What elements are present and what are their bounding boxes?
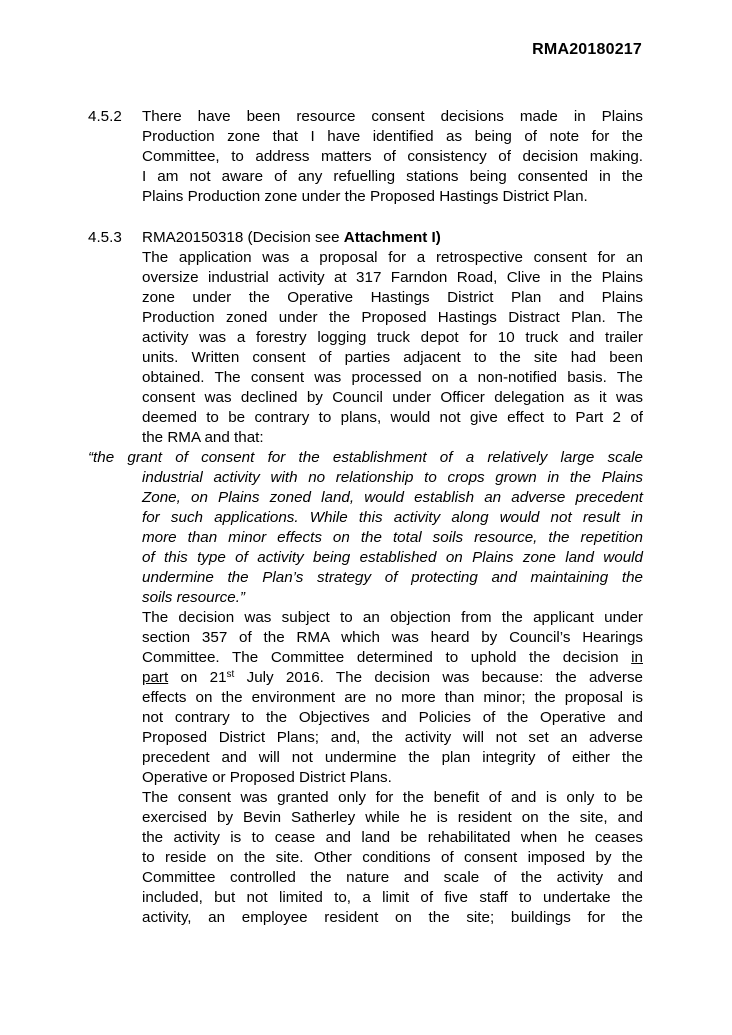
quote-line: of this type of activity being established on Plains zone land would (142, 549, 643, 566)
paragraph-line: included, but not limited to, a limit of five staff to undertake the (142, 889, 643, 906)
paragraph-line: activity, an employee resident on the site; buildings for the (142, 909, 643, 926)
paragraph-line: Proposed District Plans; and, the activity will not set an adverse (142, 729, 643, 746)
paragraph-line: Plains Production zone under the Proposed Hastings District Plan. (142, 188, 588, 205)
quote-line: soils resource.” (142, 589, 245, 606)
ordinal-suffix: st (226, 669, 235, 680)
quote-line: more than minor effects on the total soils resource, the repetition (142, 529, 643, 546)
paragraph-line (142, 648, 643, 668)
document-reference: RMA20180217 (532, 41, 642, 58)
paragraph-line: The application was a proposal for a retrospective consent for an (142, 249, 643, 266)
quote-line: for such applications. While this activity along would not result in (142, 509, 643, 526)
paragraph-line: the activity is to cease and land be rehabilitated when he ceases (142, 829, 643, 846)
paragraph-line: the RMA and that: (142, 429, 264, 446)
text: on 21 (168, 669, 227, 686)
paragraph-line: units. Written consent of parties adjacent to the site had been (142, 349, 643, 366)
underlined-text: in (631, 649, 643, 666)
section-heading (142, 228, 643, 248)
paragraph-line: exercised by Bevin Satherley while he is resident on the site, and (142, 809, 643, 826)
text: July 2016. The decision was because: the adverse (234, 669, 643, 686)
heading-text: RMA20150318 (Decision see (142, 229, 344, 246)
underlined-text: part (142, 669, 169, 686)
paragraph-line: activity was a forestry logging truck depot for 10 truck and trailer (142, 329, 643, 346)
paragraph-line: Production zoned under the Proposed Hastings Distract Plan. The (142, 309, 643, 326)
paragraph-line: Committee, to address matters of consistency of decision making. (142, 148, 643, 165)
paragraph-line: The decision was subject to an objection from the applicant under (142, 609, 643, 626)
quote-line: industrial activity with no relationship to crops grown in the Plains (142, 469, 643, 486)
paragraph-line: There have been resource consent decisions made in Plains (142, 108, 643, 125)
paragraph-line: The consent was granted only for the benefit of and is only to be (142, 789, 643, 806)
paragraph-line: precedent and will not undermine the plan integrity of either the (142, 749, 643, 766)
paragraph-line: I am not aware of any refuelling stations being consented in the (142, 168, 643, 185)
paragraph-line: oversize industrial activity at 317 Farndon Road, Clive in the Plains (142, 269, 643, 286)
text: Committee. The Committee determined to uphold the decision (142, 649, 632, 666)
paragraph-line: zone under the Operative Hastings District Plan and Plains (142, 289, 643, 306)
quote-line: “the grant of consent for the establishment of a relatively large scale (88, 449, 643, 466)
section-number-4-5-2: 4.5.2 (88, 108, 122, 125)
paragraph-line: consent was declined by Council under Officer delegation as it was (142, 389, 643, 406)
paragraph-line: Committee controlled the nature and scale of the activity and (142, 869, 643, 886)
attachment-reference: Attachment I) (343, 229, 441, 246)
quote-line: Zone, on Plains zoned land, would establish an adverse precedent (142, 489, 643, 506)
paragraph-line: obtained. The consent was processed on a non-notified basis. The (142, 369, 643, 386)
paragraph-line: deemed to be contrary to plans, would not give effect to Part 2 of (142, 409, 643, 426)
paragraph-line: Operative or Proposed District Plans. (142, 769, 392, 786)
paragraph-line: to reside on the site. Other conditions of consent imposed by the (142, 849, 643, 866)
paragraph-line: Production zone that I have identified as being of note for the (142, 128, 643, 145)
section-number-4-5-3: 4.5.3 (88, 229, 122, 246)
paragraph-line: not contrary to the Objectives and Policies of the Operative and (142, 709, 643, 726)
quote-line: undermine the Plan’s strategy of protecting and maintaining the (142, 569, 643, 586)
paragraph-line: section 357 of the RMA which was heard by Council’s Hearings (142, 629, 643, 646)
paragraph-line: effects on the environment are no more than minor; the proposal is (142, 689, 643, 706)
paragraph-line (142, 668, 643, 688)
